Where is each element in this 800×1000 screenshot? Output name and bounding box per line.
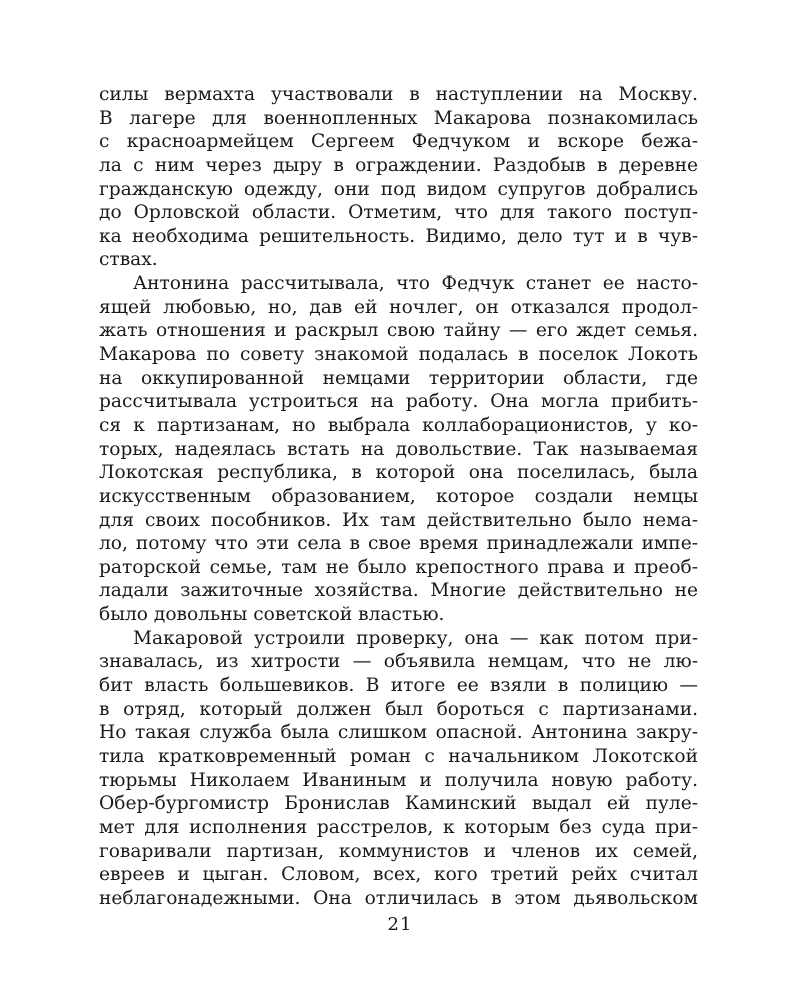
- body-text: [99, 83, 698, 910]
- text-line: до Орловской области. Отметим, что для такого поступ-: [99, 202, 698, 224]
- text-line: жать отношения и раскрыл свою тайну — его ждет семья.: [99, 320, 698, 342]
- text-line: гражданскую одежду, они под видом супругов добрались: [99, 178, 698, 200]
- text-line: на оккупированной немцами территории области, где: [99, 367, 698, 389]
- text-line: ка необходима решительность. Видимо, дело тут и в чув-: [99, 225, 698, 247]
- text-line: говаривали партизан, коммунистов и членов их семей,: [99, 840, 698, 862]
- text-line: Но такая служба была слишком опасной. Антонина закру-: [99, 722, 698, 744]
- text-line: силы вермахта участвовали в наступлении на Москву.: [99, 84, 698, 105]
- text-line: рассчитывала устроиться на работу. Она могла прибить-: [99, 391, 698, 413]
- text-line: для своих пособников. Их там действительно было нема-: [99, 509, 698, 531]
- text-line: торых, надеялась встать на довольствие. Так называемая: [99, 438, 698, 460]
- text-line: было довольны советской властью.: [99, 604, 445, 626]
- text-line: в отряд, который должен был бороться с партизанами.: [99, 698, 698, 720]
- text-line: тюрьмы Николаем Иваниным и получила новую работу.: [99, 769, 698, 791]
- text-line: неблагонадежными. Она отличилась в этом дьявольском: [99, 887, 698, 909]
- text-line: В лагере для военнопленных Макарова познакомилась: [99, 107, 698, 129]
- text-line: знавалась, из хитрости — объявила немцам, что не лю-: [99, 651, 698, 673]
- text-line: ся к партизанам, но выбрала коллаборационистов, у ко-: [99, 414, 698, 436]
- text-line: ло, потому что эти села в свое время принадлежали импе-: [99, 533, 698, 555]
- text-line: Антонина рассчитывала, что Федчук станет ее насто-: [133, 273, 698, 295]
- text-line: раторской семье, там не было крепостного права и преоб-: [99, 556, 698, 578]
- text-line: мет для исполнения расстрелов, к которым без суда при-: [99, 816, 698, 838]
- text-line: ла с ним через дыру в ограждении. Раздобыв в деревне: [99, 154, 698, 176]
- text-line: ствах.: [99, 249, 158, 271]
- text-line: ладали зажиточные хозяйства. Многие действительно не: [99, 580, 698, 602]
- text-line: Макарова по совету знакомой подалась в поселок Локоть: [99, 344, 698, 366]
- text-line: бит власть большевиков. В итоге ее взяли в полицию —: [99, 675, 698, 697]
- page-number: 21: [387, 914, 413, 935]
- text-line: ящей любовью, но, дав ей ночлег, он отказался продол-: [99, 296, 698, 318]
- text-line: искусственным образованием, которое создали немцы: [99, 485, 698, 507]
- text-line: Локотская республика, в которой она поселилась, была: [99, 462, 698, 484]
- text-line: евреев и цыган. Словом, всех, кого третий рейх считал: [99, 864, 698, 886]
- text-line: с красноармейцем Сергеем Федчуком и вскоре бежа-: [99, 131, 698, 153]
- text-line: Макаровой устроили проверку, она — как потом при-: [133, 627, 698, 649]
- text-line: тила кратковременный роман с начальником Локотской: [99, 745, 698, 767]
- text-line: Обер-бургомистр Бронислав Каминский выдал ей пуле-: [99, 793, 698, 815]
